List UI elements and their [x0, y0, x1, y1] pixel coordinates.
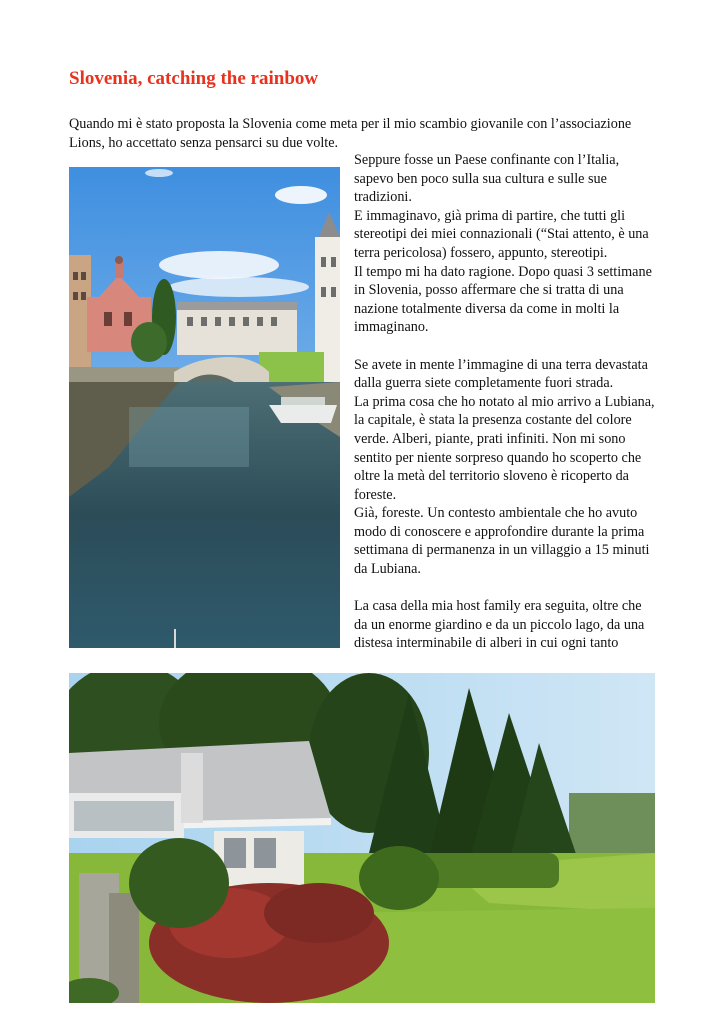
- article-title: Slovenia, catching the rainbow: [69, 68, 319, 89]
- paragraph-gap: [354, 579, 656, 598]
- body-paragraph: E immaginavo, già prima di partire, che tutti gli stereotipi dei miei connazionali (“Stai attento, è una terra pericolosa) fossero, appunto, stereotipi.: [354, 207, 649, 261]
- article-body: [354, 151, 656, 653]
- paragraph-gap: [354, 337, 656, 356]
- body-paragraph: Se avete in mente l’immagine di una terra devastata dalla guerra siete completamente fuori strada.: [354, 356, 648, 392]
- host-family-garden-photo: [69, 673, 655, 1003]
- body-paragraph: La casa della mia host family era seguita, oltre che da un enorme giardino e da un piccolo lago, da una distesa interminabile di alberi in cui ogni tanto: [354, 598, 645, 652]
- body-paragraph: La prima cosa che ho notato al mio arrivo a Lubiana, la capitale, è stata la presenza costante del colore verde. Alberi, piante, prati infiniti. Non mi sono sentito per niente sorpreso quando ho scoperto che oltre la metà del territorio sloveno è ricoperto da foreste.: [354, 393, 655, 503]
- intro-paragraph: Quando mi è stato proposta la Slovenia come meta per il mio scambio giovanile con l’associazione Lions, ho accettato senza pensarci su due volte.: [69, 116, 632, 151]
- body-paragraph: Già, foreste. Un contesto ambientale che ho avuto modo di conoscere e approfondire durante la prima settimana di permanenza in un villaggio a 15 minuti da Lubiana.: [354, 505, 650, 578]
- body-paragraph: Seppure fosse un Paese confinante con l’Italia, sapevo ben poco sulla sua cultura e sulle sue tradizioni.: [354, 152, 620, 206]
- ljubljana-canal-photo: [69, 167, 340, 648]
- body-paragraph: Il tempo mi ha dato ragione. Dopo quasi 3 settimane in Slovenia, posso affermare che si tratta di una nazione totalmente diversa da come in molti la immaginano.: [354, 263, 652, 336]
